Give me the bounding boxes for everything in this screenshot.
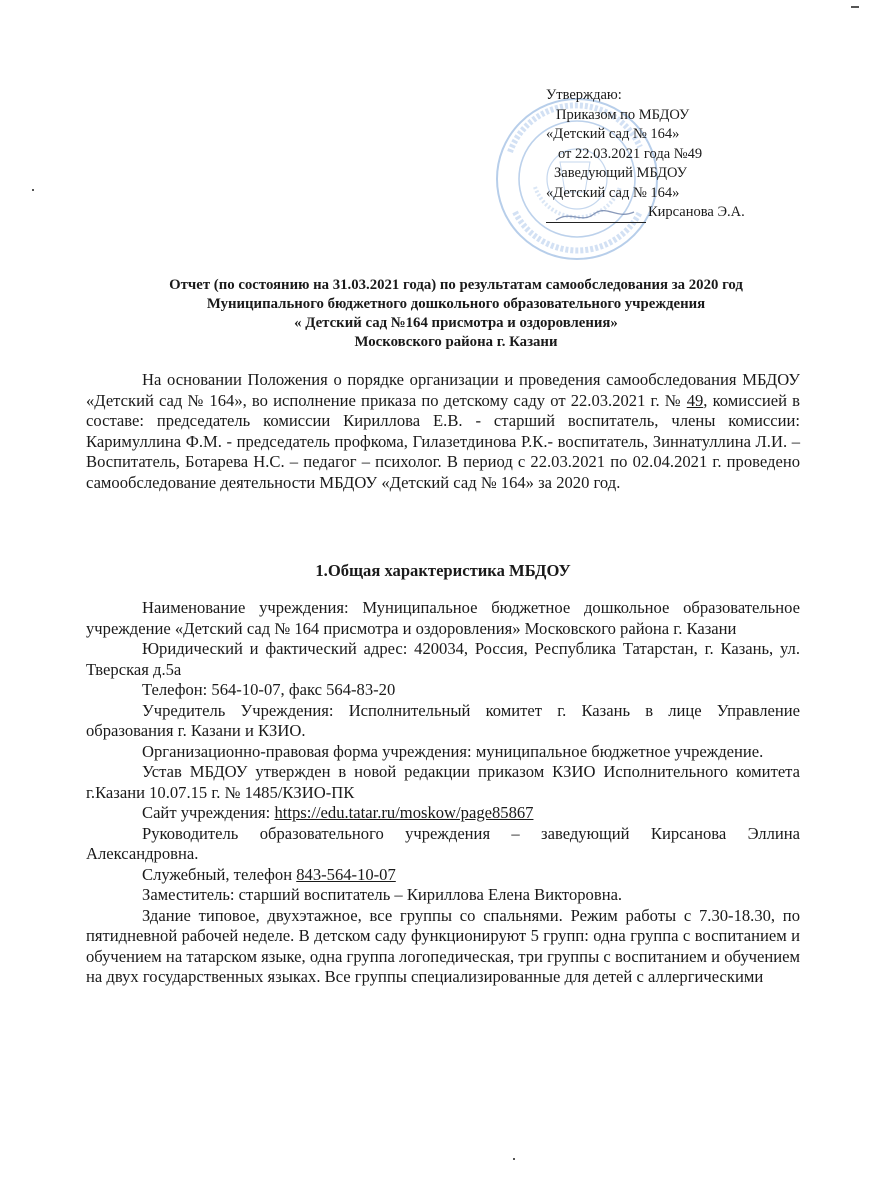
intro-section xyxy=(86,370,800,493)
scan-speck xyxy=(513,1158,515,1160)
office-phone-number: 843-564-10-07 xyxy=(296,864,396,884)
intro-text: На основании Положения о порядке организации и проведения самообследования МБДОУ «Детский сад № 164», во исполнение приказа по детскому саду от 22.03.2021 г. № xyxy=(86,370,800,410)
institution-legal-form: Организационно-правовая форма учреждения: муниципальное бюджетное учреждение. xyxy=(142,741,764,761)
approval-line: Утверждаю: xyxy=(546,87,622,103)
order-number: 49 xyxy=(686,390,704,410)
signature-line xyxy=(546,203,836,223)
office-phone xyxy=(86,865,800,886)
signature-field xyxy=(546,210,646,223)
approval-line: Заведующий МБДОУ xyxy=(554,165,687,181)
institution-site xyxy=(86,803,800,824)
institution-founder: Учредитель Учреждения: Исполнительный комитет г. Казань в лице Управление образования г. Казани и КЗИО. xyxy=(86,700,800,740)
approval-line: «Детский сад № 164» xyxy=(546,126,680,142)
title-line: « Детский сад №164 присмотра и оздоровления» xyxy=(294,315,618,331)
scan-speck xyxy=(851,6,859,8)
title-line: Отчет (по состоянию на 31.03.2021 года) по результатам самообследования за 2020 год xyxy=(169,277,743,293)
approval-line: Приказом по МБДОУ xyxy=(556,106,690,123)
report-title xyxy=(86,276,826,352)
approval-line: от 22.03.2021 года №49 xyxy=(558,145,703,162)
title-line: Муниципального бюджетного дошкольного образовательного учреждения xyxy=(206,296,706,312)
institution-phone: Телефон: 564-10-07, факс 564-83-20 xyxy=(142,680,396,699)
scan-speck xyxy=(32,189,34,191)
deputy: Заместитель: старший воспитатель – Кириллова Елена Викторовна. xyxy=(142,885,623,904)
institution-charter: Устав МБДОУ утвержден в новой редакции приказом КЗИО Исполнительного комитета г.Казани 10.07.15 г. № 1485/КЗИО-ПК xyxy=(86,762,800,802)
intro-paragraph xyxy=(86,370,800,493)
building-description: Здание типовое, двухэтажное, все группы со спальнями. Режим работы с 7.30-18.30, по пятидневной рабочей неделе. В детском саду функционируют 5 групп: одна группа с воспитанием и обучением на татарском языке, одна группа логопедическая, три группы с воспитанием и обучением на двух государственных языках. Все группы специализированные для детей с аллергическими xyxy=(86,905,800,986)
institution-head: Руководитель образовательного учреждения – заведующий Кирсанова Эллина Александровна. xyxy=(86,823,800,863)
institution-name: Наименование учреждения: Муниципальное бюджетное дошкольное образовательное учреждение «Детский сад № 164 присмотра и оздоровления» Московского района г. Казани xyxy=(86,598,800,638)
signer-name: Кирсанова Э.А. xyxy=(648,204,745,220)
title-line: Московского района г. Казани xyxy=(354,334,558,350)
approval-block xyxy=(546,86,836,223)
site-link[interactable]: https://edu.tatar.ru/moskow/page85867 xyxy=(274,803,534,822)
section-heading: 1.Общая характеристика МБДОУ xyxy=(315,561,571,580)
office-phone-label: Служебный, телефон xyxy=(142,864,297,884)
site-label: Сайт учреждения: xyxy=(142,803,275,822)
handwritten-signature xyxy=(546,210,646,224)
intro-text: , комиссией в составе: председатель комиссии Кириллова Е.В. - старший воспитатель, члены комиссии: Каримуллина Ф.М. - председатель профкома, Гилазетдинова Р.К.- воспитатель, Зиннатуллина Л.И. – Воспитатель, Ботарева Н.С. – педагог – психолог. В период с 22.03.2021 по 02.04.2021 г. проведено самообследование деятельности МБДОУ «Детский сад № 164» за 2020 год. xyxy=(86,390,800,492)
institution-address: Юридический и фактический адрес: 420034, Россия, Республика Татарстан, г. Казань, ул. Тверская д.5а xyxy=(86,639,800,679)
approval-line: «Детский сад № 164» xyxy=(546,184,680,201)
general-characteristics xyxy=(86,598,800,988)
